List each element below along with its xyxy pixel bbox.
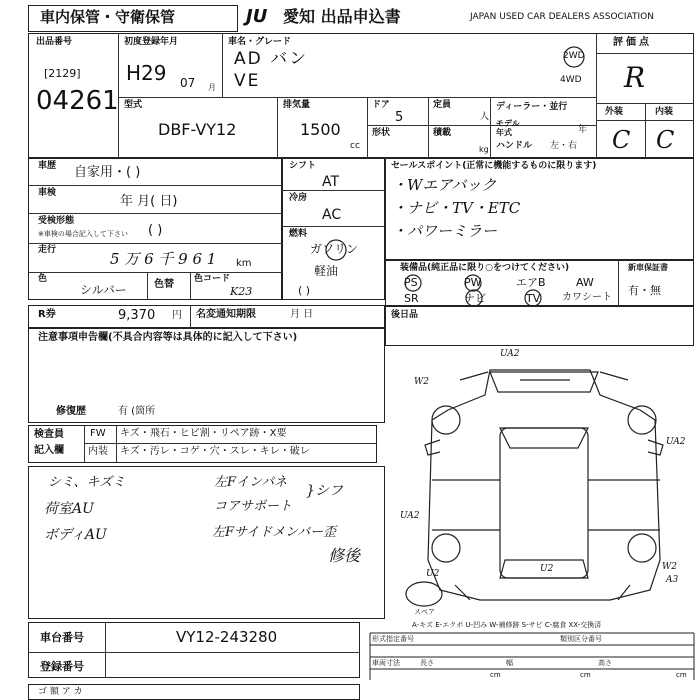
recycle-unit: 円 — [172, 310, 182, 321]
equip-navi: ナビ — [464, 292, 486, 305]
fuel-other: ( ) — [298, 284, 311, 297]
rating-ext: C — [612, 126, 631, 154]
remark-left-1: シミ、キズミ — [48, 475, 126, 490]
equip-aw: AW — [576, 276, 594, 289]
spec-row-2a: 車両寸法 — [372, 659, 400, 667]
load-unit: kg — [479, 145, 489, 154]
drive-2wd: 2WD — [563, 51, 585, 61]
equip-sr: SR — [404, 292, 419, 305]
color-code: K23 — [230, 285, 253, 298]
chassis-label: 車台番号 — [40, 631, 84, 644]
interior-label: 内装 — [88, 446, 108, 457]
remark-left-3: ボディAU — [44, 527, 107, 543]
spec-row-1a: 形式指定番号 — [372, 635, 414, 643]
equip-pw: PW — [464, 276, 482, 289]
remark-left-2: 荷室AU — [44, 501, 94, 517]
selling-point-1: ・Wエアバック — [392, 176, 497, 194]
remark-right-1: 左Fインパネ — [214, 475, 288, 490]
fw-label: FW — [90, 428, 106, 439]
model-value: DBF-VY12 — [158, 120, 237, 139]
dealer-label: ディーラー・並行 — [496, 102, 568, 112]
model-year-label: モデル 年式 — [496, 119, 520, 137]
footer-text: ゴ 額 ア カ — [38, 687, 83, 697]
capacity-unit: 人 — [480, 112, 490, 122]
new-warranty-value: 有・無 — [628, 284, 661, 297]
name-change-value: 月 日 — [290, 309, 314, 320]
equipment-label: 装備品(純正品に限り○をつけてください) — [400, 263, 570, 273]
selling-point-3: ・パワーミラー — [392, 222, 498, 240]
association-name: JAPAN USED CAR DEALERS ASSOCIATION — [470, 12, 654, 22]
mark-rear-right-2: A3 — [666, 575, 679, 585]
fw-items: キズ・飛石・ヒビ割・リペア跡・X要 — [120, 428, 287, 439]
registration-year: H29 — [126, 61, 167, 85]
rating-score: R — [624, 61, 646, 94]
registration-month: 07 — [180, 76, 196, 90]
remark-brace: }シフ — [306, 483, 343, 499]
chassis-value: VY12-243280 — [176, 628, 278, 646]
mark-rear-right-1: W2 — [662, 562, 677, 572]
recycle-value: 9,370 — [118, 308, 156, 323]
transfer-value: ( ) — [148, 223, 163, 238]
spec-row-2b: 長さ — [420, 659, 434, 667]
doors-label: ドア — [372, 100, 390, 110]
displacement-value: 1500 — [300, 120, 341, 139]
registration-month-unit: 月 — [208, 83, 216, 92]
spec-row-2d: 幅 — [506, 659, 513, 667]
spec-row-2g: cm — [676, 671, 687, 679]
shape-label: 形状 — [372, 128, 391, 138]
color-value: シルバー — [80, 283, 127, 297]
mark-right-front: UA2 — [666, 437, 686, 447]
rating-int-label: 内装 — [655, 107, 674, 117]
form-title: 愛知 出品申込書 — [283, 7, 401, 26]
handle-options: 左・右 — [550, 141, 578, 151]
car-name-line2: VE — [234, 71, 261, 91]
damage-legend: A-キズ E-エクボ U-凹み W-補修跡 S-サビ C-腐食 XX-交換済 — [412, 621, 602, 629]
repair-label: 修復歴 — [56, 406, 86, 417]
fuel-gasoline: ガソリン — [310, 242, 359, 256]
equip-ps: PS — [404, 276, 418, 289]
inspector-entry-label: 記入欄 — [34, 445, 64, 456]
equip-tv: TV — [526, 292, 541, 305]
mark-front: UA2 — [500, 349, 520, 359]
remark-right-2: コアサポート — [214, 499, 293, 514]
rating-ext-label: 外装 — [605, 107, 624, 117]
mileage-unit: km — [236, 258, 252, 269]
fuel-diesel: 軽油 — [314, 264, 339, 278]
equip-leather: カワシート — [562, 292, 612, 303]
repair-value: 有 (箇所 — [118, 406, 156, 417]
displacement-unit: cc — [350, 141, 360, 151]
storage-title: 車内保管・守衛保管 — [40, 8, 176, 26]
mileage-value: 5 万 6 千 9 6 1 — [110, 250, 217, 268]
remark-right-3: 左Fサイドメンバー歪 — [212, 525, 337, 540]
lot-number: 04261 — [36, 86, 119, 116]
color-code-label: 色コード — [194, 274, 231, 284]
car-name-label: 車名・グレード — [228, 37, 292, 47]
name-change-label: 名変通知期限 — [196, 309, 256, 320]
handle-label: ハンドル — [496, 141, 533, 151]
doors-value: 5 — [395, 110, 404, 125]
interior-items: キズ・汚レ・コゲ・穴・スレ・キレ・破レ — [120, 446, 310, 457]
spec-row-2c: cm — [490, 671, 501, 679]
mileage-label: 走行 — [38, 245, 57, 255]
mark-rear-left: U2 — [426, 569, 440, 579]
equip-airbag: エアB — [516, 276, 546, 289]
spec-row-2e: cm — [580, 671, 591, 679]
new-warranty-label: 新車保証書 — [628, 263, 668, 272]
shift-label: シフト — [289, 161, 317, 171]
drive-4wd: 4WD — [560, 75, 582, 85]
recycle-label: R券 — [38, 309, 56, 320]
capacity-label: 定員 — [433, 100, 452, 110]
ju-logo: JU — [246, 6, 268, 27]
mark-left-front: W2 — [414, 377, 429, 387]
transfer-note: ※車検の場合記入して下さい — [38, 230, 128, 238]
spec-row-2f: 高さ — [598, 659, 612, 667]
lot-label: 出品番号 — [36, 37, 73, 47]
lot-sub: [2129] — [44, 67, 81, 80]
registration-label: 初度登録年月 — [124, 37, 179, 47]
inspection-label: 車検 — [38, 188, 57, 198]
plate-label: 登録番号 — [40, 660, 84, 673]
spec-row-1b: 類別区分番号 — [560, 635, 602, 643]
rating-label: 評価点 — [613, 37, 652, 48]
fuel-label: 燃料 — [289, 229, 308, 239]
selling-point-2: ・ナビ・TV・ETC — [392, 199, 521, 217]
history-value: 自家用・( ) — [74, 165, 141, 180]
selling-points-label: セールスポイント(正常に機能するものに限ります) — [391, 161, 597, 171]
color-change-label: 色替 — [154, 279, 174, 290]
notes-label: 注意事項申告欄(不具合内容等は具体的に記入して下さい) — [38, 332, 298, 343]
remark-right-4: 修後 — [328, 546, 361, 565]
ac-value: AC — [322, 207, 342, 223]
color-label: 色 — [38, 274, 48, 284]
displacement-label: 排気量 — [283, 100, 311, 110]
mark-rear: U2 — [540, 564, 554, 574]
spare-label: スペア — [414, 608, 435, 616]
load-label: 積載 — [433, 128, 452, 138]
history-label: 車歴 — [38, 161, 57, 171]
inspector-label: 検査員 — [34, 429, 64, 440]
mark-left-side: UA2 — [400, 511, 420, 521]
transfer-label: 受検形態 — [38, 216, 75, 226]
rear-items-label: 後日品 — [391, 310, 419, 320]
model-label: 型式 — [124, 100, 143, 110]
shift-value: AT — [322, 174, 340, 190]
car-name-line1: AD バン — [234, 49, 309, 69]
ac-label: 冷房 — [289, 193, 308, 203]
rating-int: C — [656, 126, 675, 154]
inspection-value: 年 月( 日) — [120, 194, 178, 209]
year-unit: 年 — [578, 125, 588, 135]
